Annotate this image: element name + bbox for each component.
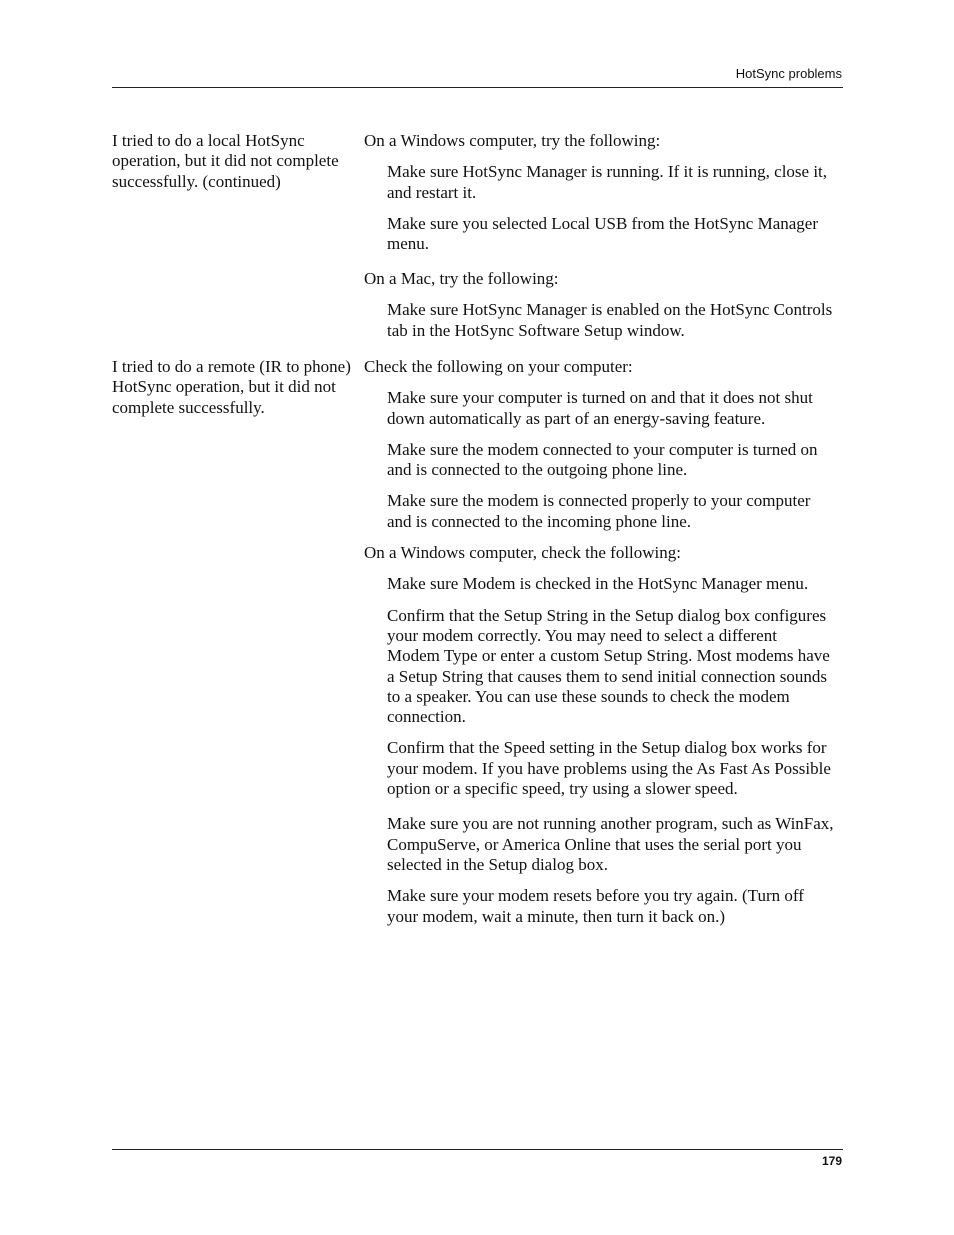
windows-lead: On a Windows computer, check the following: [364, 543, 681, 563]
step-item: Make sure your computer is turned on and that it does not shut down automatically as part of an energy-saving feature. [387, 388, 813, 428]
step-item: Make sure your modem resets before you try again. (Turn off your modem, wait a minute, then turn it back on.) [387, 886, 804, 926]
solution-remote-computer [364, 357, 834, 927]
step-item: Make sure you selected Local USB from the HotSync Manager menu. [387, 213, 819, 254]
header-rule [112, 87, 843, 88]
mac-lead: On a Mac, try the following: [364, 269, 559, 288]
problem-remote-hotsync: I tried to do a remote (IR to phone) HotSync operation, but it did not complete successfully. [112, 357, 351, 417]
windows-lead: On a Windows computer, try the following: [364, 131, 661, 150]
computer-lead: Check the following on your computer: [364, 357, 633, 376]
page-number: 179 [821, 1154, 842, 1168]
solution-local-windows [364, 131, 834, 254]
step-item: Make sure HotSync Manager is enabled on the HotSync Controls tab in the HotSync Software Setup window. [387, 300, 833, 340]
step-item: Make sure you are not running another program, such as WinFax, CompuServe, or America Online that uses the serial port you selected in the Setup dialog box. [387, 814, 834, 874]
footer-rule [112, 1149, 843, 1150]
step-item: Confirm that the Setup String in the Setup dialog box configures your modem correctly. You may need to select a different Modem Type or enter a custom Setup String. Most modems have a Setup String that causes them to send initial connection sounds to a speaker. You can use these sounds to check the modem connection. [387, 605, 830, 727]
problem-local-hotsync: I tried to do a local HotSync operation, but it did not complete successfully. (continued) [112, 131, 339, 191]
step-item: Make sure the modem connected to your computer is turned on and is connected to the outgoing phone line. [387, 439, 818, 480]
step-item: Make sure HotSync Manager is running. If it is running, close it, and restart it. [387, 162, 828, 202]
step-item: Confirm that the Speed setting in the Setup dialog box works for your modem. If you have problems using the As Fast As Possible option or a specific speed, try using a slower speed. [387, 738, 831, 799]
step-item: Make sure the modem is connected properly to your computer and is connected to the incoming phone line. [387, 491, 811, 531]
solution-local-mac [364, 269, 834, 341]
running-header-title: HotSync problems [735, 66, 842, 81]
step-item: Make sure Modem is checked in the HotSync Manager menu. [387, 574, 809, 594]
